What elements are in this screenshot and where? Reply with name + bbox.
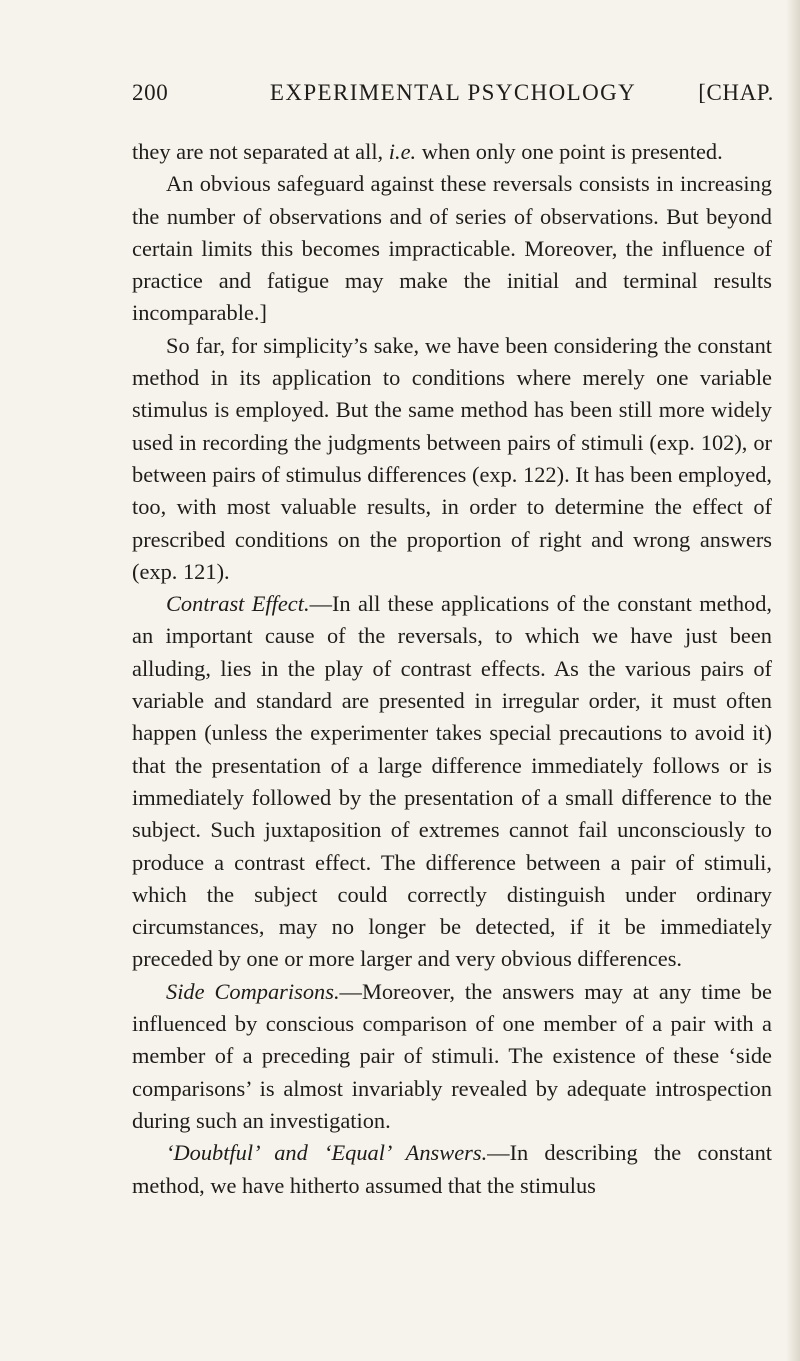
- paragraph-text: they are not separated at all,: [132, 139, 389, 164]
- page-edge-shadow: [786, 0, 800, 1361]
- section-heading-doubtful-equal: ‘Doubtful’ and ‘Equal’ Answers.: [166, 1140, 488, 1166]
- body-text: [132, 136, 772, 1202]
- running-header: [132, 80, 774, 114]
- paragraph-side-comparisons: [132, 976, 772, 1137]
- paragraph-text: when only one point is presented.: [416, 139, 723, 164]
- paragraph-text: —In all these applications of the constant method, an important cause of the reversals, to which we have just been alluding, lies in the play of contrast effects. As the various pairs of variable and standard are presented in irregular order, it must often happen (unless the experimenter takes special precautions to avoid it) that the presentation of a large difference immediately follows or is immediately followed by the presentation of a small difference to the subject. Such juxtaposition of extremes cannot fail unconsciously to produce a contrast effect. The difference between a pair of stimuli, which the subject could correctly distinguish under ordinary circumstances, may no longer be detected, if it be immediately preceded by one or more larger and very obvious differences.: [132, 591, 772, 972]
- section-heading-side-comparisons: Side Comparisons.: [166, 978, 340, 1004]
- paragraph-doubtful-equal: [132, 1137, 772, 1202]
- paragraph-text: —In describing the constant method, we have hitherto assumed that the stimulus: [132, 1140, 772, 1198]
- running-title: EXPERIMENTAL PSYCHOLOGY: [269, 80, 637, 105]
- paragraph-text: —Moreover, the answers may at any time be influenced by conscious comparison of one member of a pair with a member of a preceding pair of stimuli. The existence of these ‘side comparisons’ is almost invariably revealed by adequate introspection during such an investigation.: [132, 978, 772, 1133]
- italic-abbreviation: i.e.: [388, 139, 417, 164]
- chapter-label: [CHAP.: [698, 80, 774, 105]
- paragraph-safeguard: An obvious safeguard against these reversals consists in increasing the number of observations and of series of observations. But beyond certain limits this becomes impracticable. Moreover, the influence of practice and fatigue may make the initial and terminal results incomparable.]: [132, 171, 772, 326]
- page-number: 200: [132, 80, 169, 105]
- section-heading-contrast-effect: Contrast Effect.: [166, 591, 310, 617]
- paragraph-contrast-effect: [132, 588, 772, 976]
- paragraph-constant-method: So far, for simplicity’s sake, we have been considering the constant method in its application to conditions where merely one variable stimulus is employed. But the same method has been still more widely used in recording the judgments between pairs of stimuli (exp. 102), or between pairs of stimulus differences (exp. 122). It has been employed, too, with most valuable results, in order to determine the effect of prescribed conditions on the proportion of right and wrong answers (exp. 121).: [132, 332, 772, 584]
- paragraph-continued: [132, 136, 772, 168]
